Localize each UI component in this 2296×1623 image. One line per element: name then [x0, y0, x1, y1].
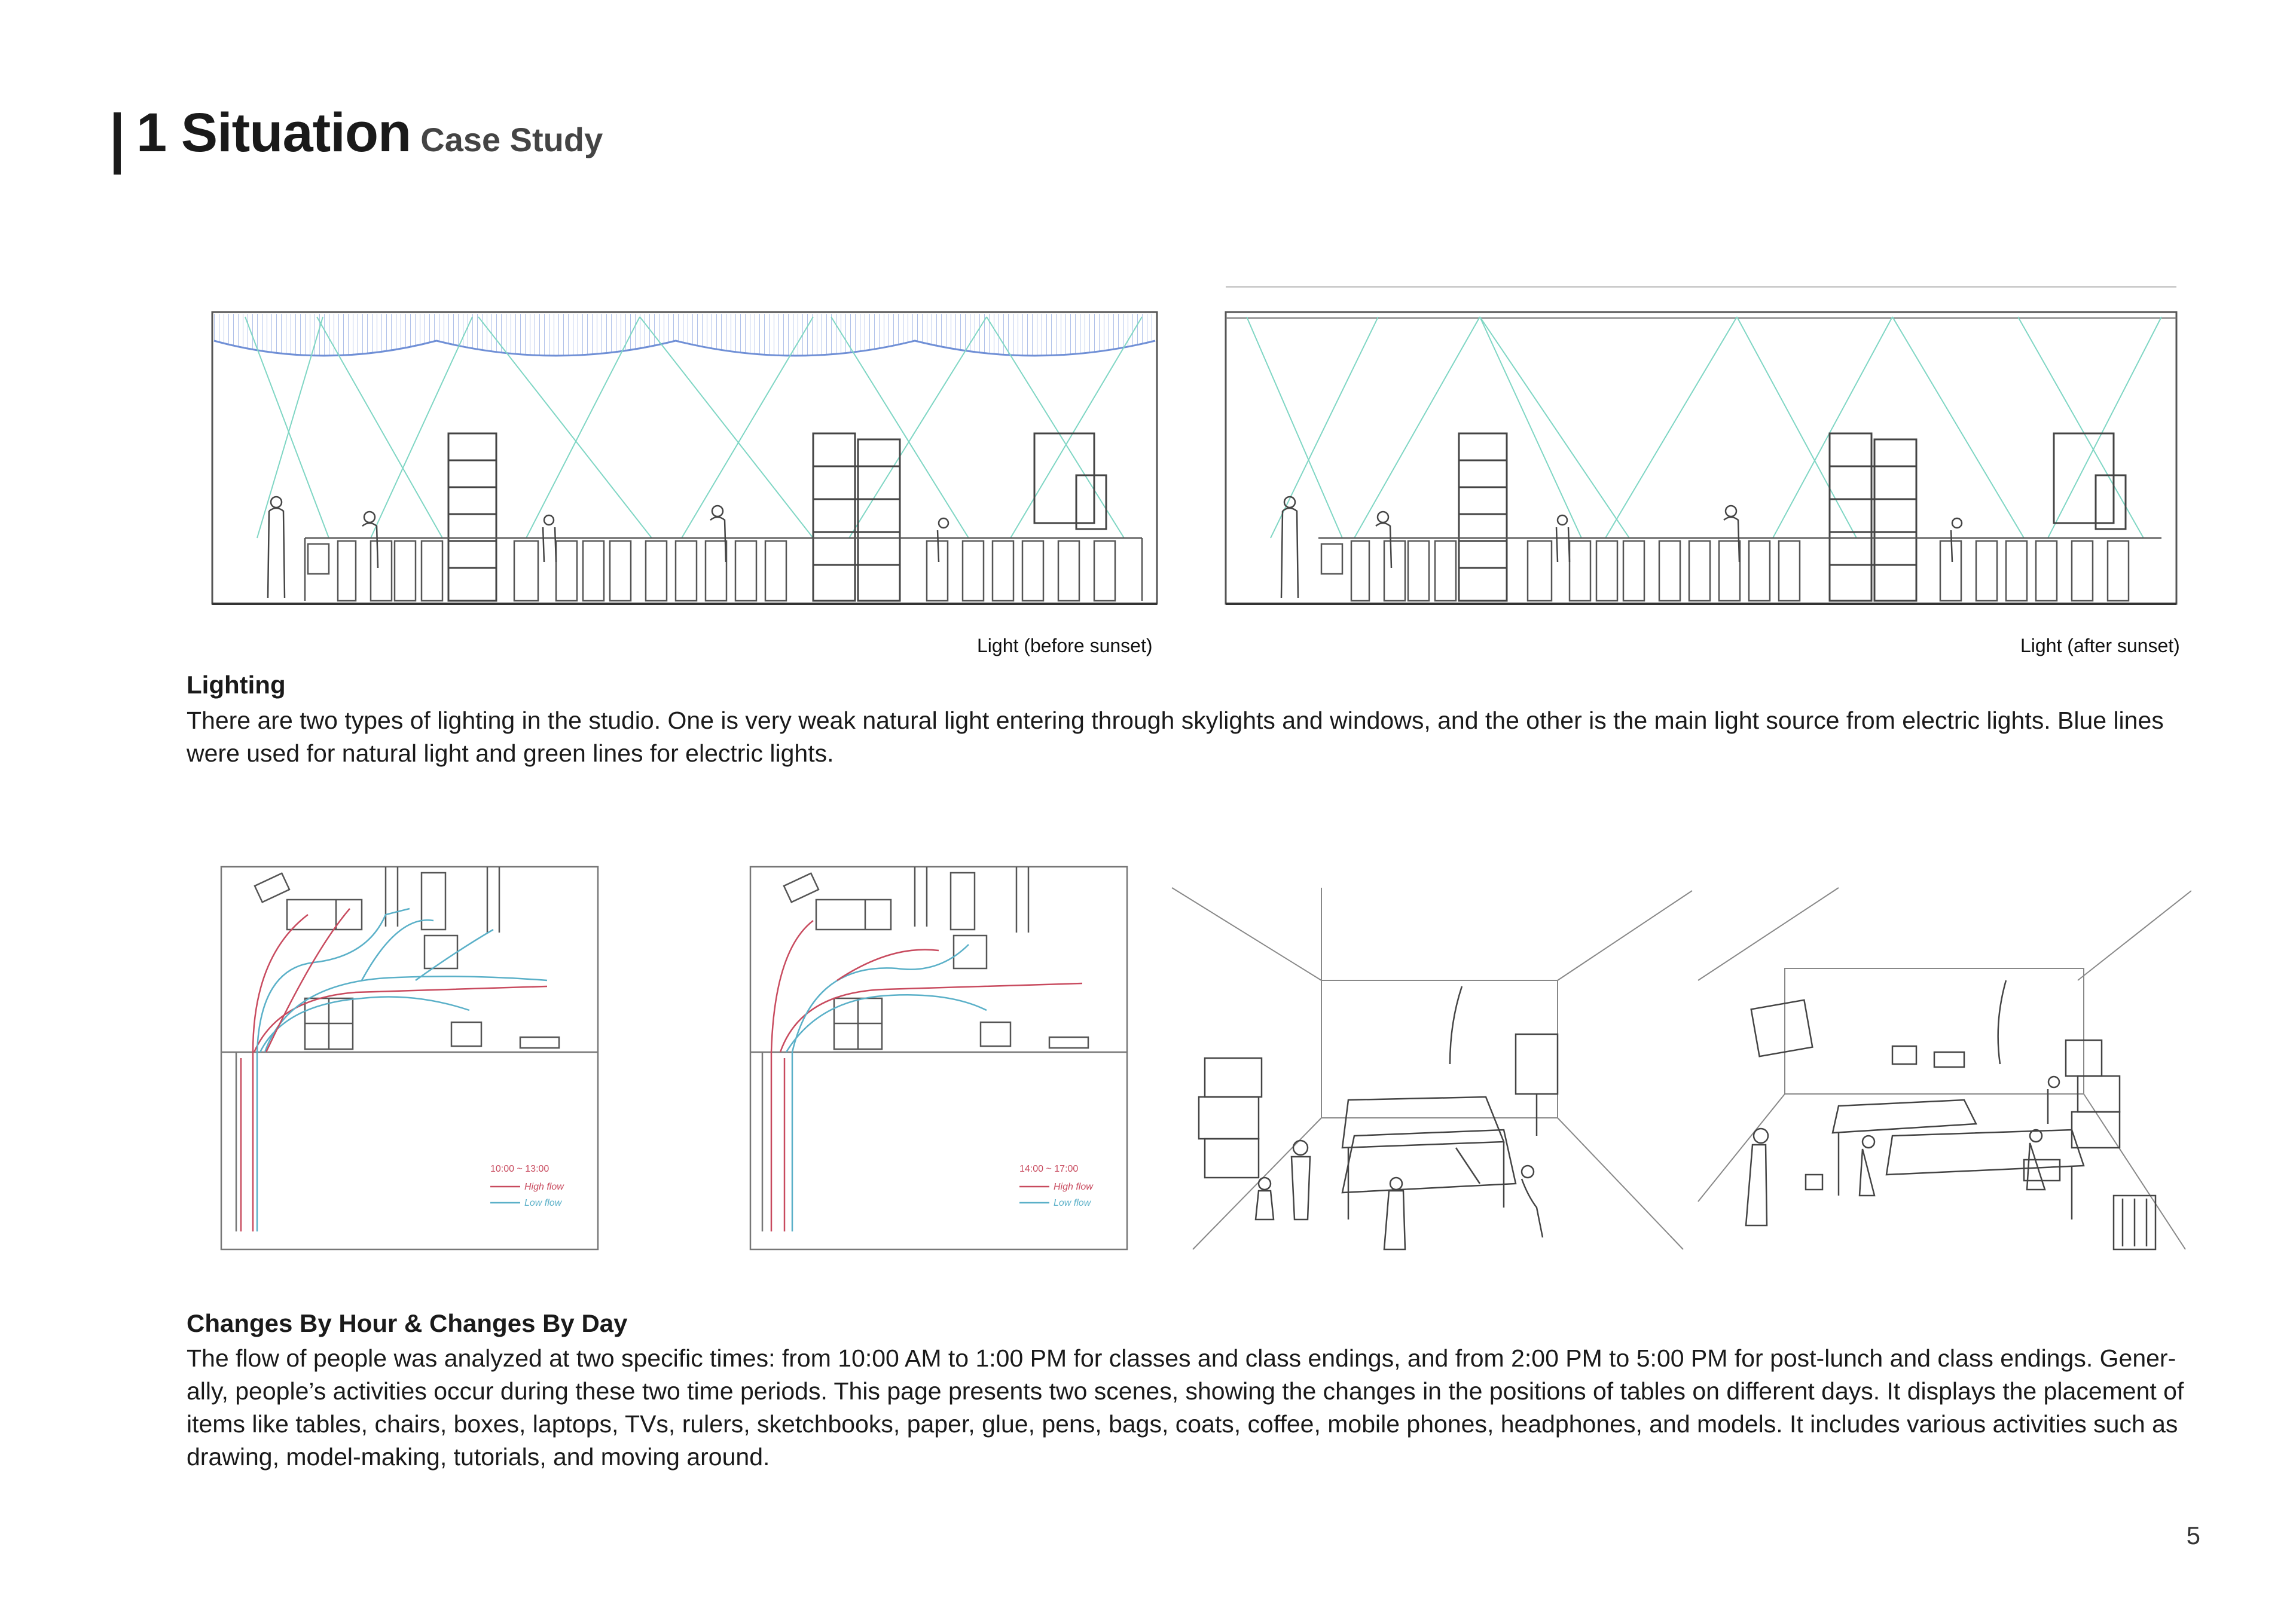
- section-drawing-after-sunset: [1223, 281, 2179, 613]
- page-subtitle: Case Study: [420, 121, 603, 158]
- plan-legend-morning: [490, 1164, 564, 1208]
- plan-time-morning: 10:00 ~ 13:00: [490, 1164, 549, 1174]
- flow-heading: Changes By Hour & Changes By Day: [187, 1309, 628, 1337]
- flow-plan-afternoon: [747, 861, 1136, 1255]
- legend-low-flow-morning: Low flow: [524, 1198, 562, 1208]
- flow-plan-morning: [218, 861, 607, 1255]
- perspective-sketch-scene-2: [1695, 885, 2191, 1255]
- plan-legend-afternoon: [1019, 1164, 1094, 1208]
- lighting-text: There are two types of lighting in the studio. One is very weak natural light entering through skylights and windows, and the other is the main light source from electric lights. Blue lines were used for natural light and green lines for electric lights.: [187, 707, 2164, 767]
- title-accent-bar: [114, 112, 121, 175]
- perspective-sketch-scene-1: [1169, 885, 1695, 1255]
- page-title: [136, 102, 603, 164]
- caption-before-sunset: Light (before sunset): [977, 635, 1153, 656]
- legend-high-flow-afternoon: High flow: [1054, 1182, 1093, 1192]
- page-title-main: 1 Situation: [136, 102, 411, 163]
- section-drawing-before-sunset: [209, 305, 1166, 613]
- legend-high-flow-morning: High flow: [524, 1182, 564, 1192]
- lighting-heading: Lighting: [187, 671, 286, 699]
- legend-low-flow-afternoon: Low flow: [1054, 1198, 1091, 1208]
- plan-time-afternoon: 14:00 ~ 17:00: [1019, 1164, 1079, 1174]
- page-number: 5: [2186, 1521, 2200, 1549]
- flow-text: The flow of people was analyzed at two specific times: from 10:00 AM to 1:00 PM for classes and class endings, and from 2:00 PM to 5:00 PM for post-lunch and class endings. Gener-ally, people’s activities occur during these two time periods. This page presents two scenes, showing the changes in the positions of tables on different days. It displays the placement of items like tables, chairs, boxes, laptops, TVs, rulers, sketchbooks, paper, glue, pens, bags, coats, coffee, mobile phones, headphones, and models. It includes various activities such as drawing, model-making, tutorials, and moving around.: [187, 1344, 2184, 1471]
- caption-after-sunset: Light (after sunset): [2020, 635, 2180, 656]
